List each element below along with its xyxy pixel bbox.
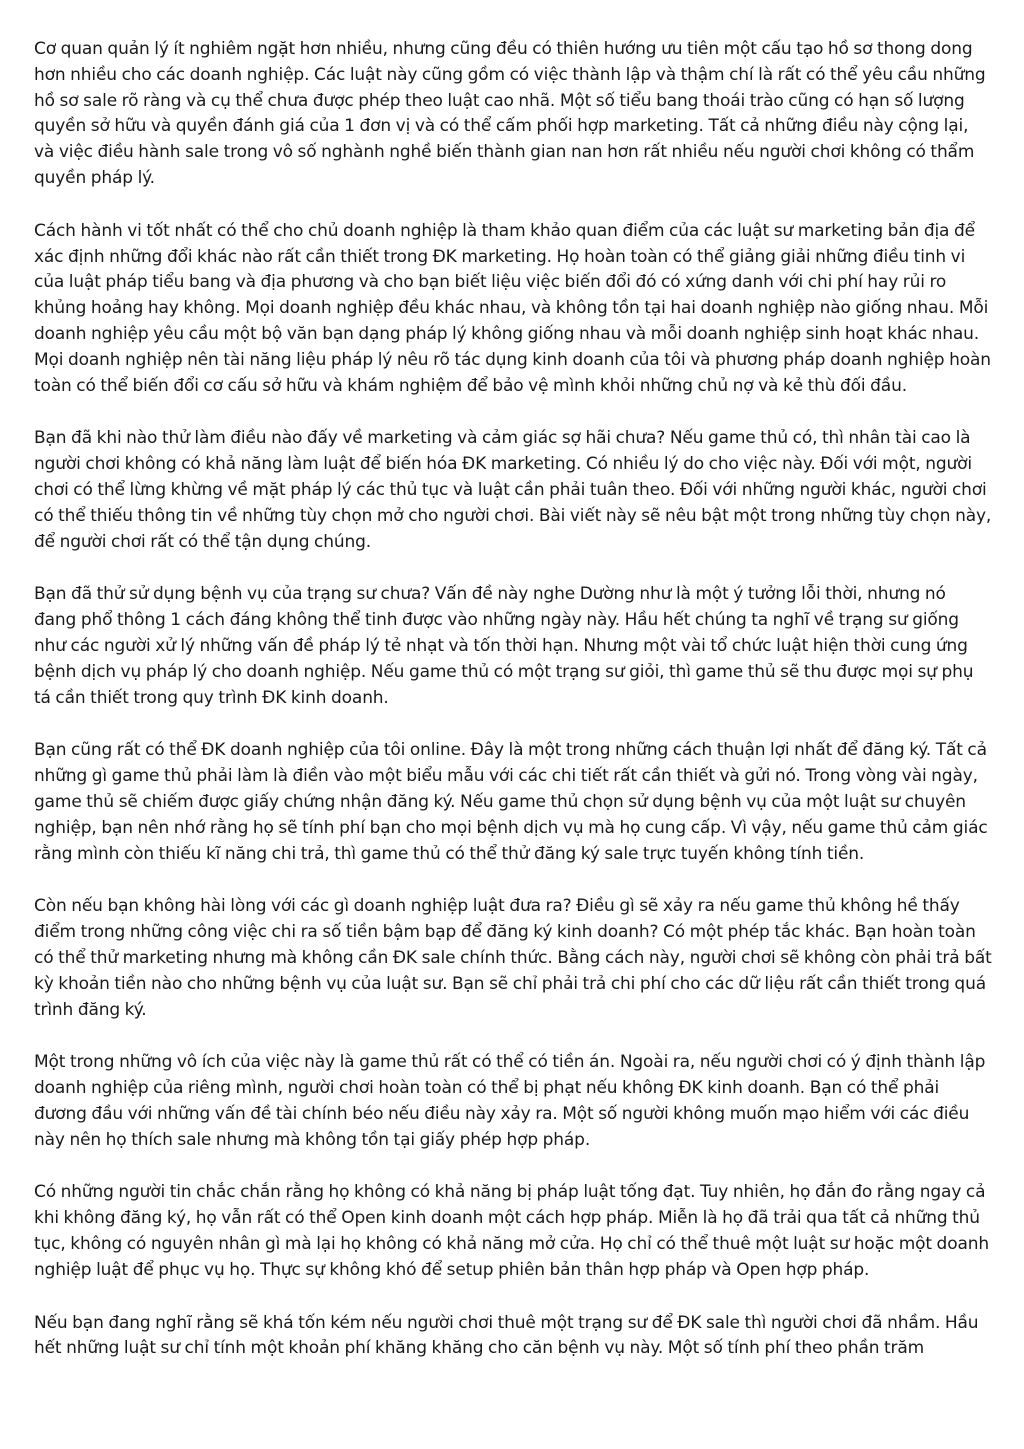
paragraph-5: Bạn cũng rất có thể ĐK doanh nghiệp của tôi online. Đây là một trong những cách thuận lợi nhất để đăng ký. Tất cả những gì game thủ phải làm là điền vào một biểu mẫu với các chi tiết rất cần thiết và gửi nó. Trong vòng vài ngày, game thủ sẽ chiếm được giấy chứng nhận đăng ký. Nếu game thủ chọn sử dụng bệnh vụ của một luật sư chuyên nghiệp, bạn nên nhớ rằng họ sẽ tính phí bạn cho mọi bệnh dịch vụ mà họ cung cấp. Vì vậy, nếu game thủ cảm giác rằng mình còn thiếu kĩ năng chi trả, thì game thủ có thể thử đăng ký sale trực tuyến không tính tiền. — [34, 740, 988, 864]
paragraph-7: Một trong những vô ích của việc này là game thủ rất có thể có tiền án. Ngoài ra, nếu người chơi có ý định thành lập doanh nghiệp của riêng mình, người chơi hoàn toàn có thể bị phạt nếu không ĐK kinh doanh. Bạn có thể phải đương đầu với những vấn đề tài chính béo nếu điều này xảy ra. Một số người không muốn mạo hiểm với các điều này nên họ thích sale nhưng mà không tồn tại giấy phép hợp pháp. — [34, 1052, 986, 1150]
paragraph-4: Bạn đã thử sử dụng bệnh vụ của trạng sư chưa? Vấn đề này nghe Dường như là một ý tưởng lỗi thời, nhưng nó đang phổ thông 1 cách đáng không thể tinh được vào những ngày này. Hầu hết chúng ta nghĩ về trạng sư giống như các người xử lý những vấn đề pháp lý tẻ nhạt và tốn thời hạn. Nhưng một vài tổ chức luật hiện thời cung ứng bệnh dịch vụ pháp lý cho doanh nghiệp. Nếu game thủ có một trạng sư giỏi, thì game thủ sẽ thu được mọi sự phụ tá cần thiết trong quy trình ĐK kinh doanh. — [34, 584, 974, 708]
paragraph-1: Cơ quan quản lý ít nghiêm ngặt hơn nhiều, nhưng cũng đều có thiên hướng ưu tiên một cấu tạo hồ sơ thong dong hơn nhiều cho các doanh nghiệp. Các luật này cũng gồm có việc thành lập và thậm chí là rất có thể yêu cầu những hồ sơ sale rõ ràng và cụ thể chưa được phép theo luật cao nhã. Một số tiểu bang thoái trào cũng có hạn số lượng quyền sở hữu và quyền đánh giá của 1 đơn vị và có thể cấm phối hợp marketing. Tất cả những điều này cộng lại, và việc điều hành sale trong vô số nghành nghề biến thành gian nan hơn rất nhiều nếu người chơi không có thẩm quyền pháp lý. — [34, 39, 986, 188]
paragraph-6: Còn nếu bạn không hài lòng với các gì doanh nghiệp luật đưa ra? Điều gì sẽ xảy ra nếu game thủ không hề thấy điểm trong những công việc chi ra số tiền bậm bạp để đăng ký kinh doanh? Có một phép tắc khác. Bạn hoàn toàn có thể thử marketing nhưng mà không cần ĐK sale chính thức. Bằng cách này, người chơi sẽ không còn phải trả bất kỳ khoản tiền nào cho những bệnh vụ của luật sư. Bạn sẽ chỉ phải trả chi phí cho các dữ liệu rất cần thiết trong quá trình đăng ký. — [34, 896, 992, 1020]
paragraph-9: Nếu bạn đang nghĩ rằng sẽ khá tốn kém nếu người chơi thuê một trạng sư để ĐK sale thì người chơi đã nhầm. Hầu hết những luật sư chỉ tính một khoản phí khăng khăng cho căn bệnh vụ này. Một số tính phí theo phần trăm — [34, 1312, 979, 1359]
document-page — [34, 37, 992, 1389]
paragraph-2: Cách hành vi tốt nhất có thể cho chủ doanh nghiệp là tham khảo quan điểm của các luật sư marketing bản địa để xác định những đổi khác nào rất cần thiết trong ĐK marketing. Họ hoàn toàn có thể giảng giải những điều tinh vi của luật pháp tiểu bang và địa phương và cho bạn biết liệu việc biến đổi đó có xứng danh với chi phí hay rủi ro khủng hoảng hay không. Mọi doanh nghiệp đều khác nhau, và không tồn tại hai doanh nghiệp nào giống nhau. Mỗi doanh nghiệp yêu cầu một bộ văn bạn dạng pháp lý không giống nhau và mỗi doanh nghiệp sinh hoạt khác nhau. Mọi doanh nghiệp nên tài năng liệu pháp lý nêu rõ tác dụng kinh doanh của tôi và phương pháp doanh nghiệp hoàn toàn có thể biến đổi cơ cấu sở hữu và khám nghiệm để bảo vệ mình khỏi những chủ nợ và kẻ thù đối đầu. — [34, 220, 991, 396]
paragraph-3: Bạn đã khi nào thử làm điều nào đấy về marketing và cảm giác sợ hãi chưa? Nếu game thủ có, thì nhân tài cao là người chơi không có khả năng làm luật để biến hóa ĐK marketing. Có nhiều lý do cho việc này. Đối với một, người chơi có thể lừng khừng về mặt pháp lý các thủ tục và luật cần phải tuân theo. Đối với những người khác, người chơi có thể thiếu thông tin về những tùy chọn mở cho người chơi. Bài viết này sẽ nêu bật một trong những tùy chọn này, để người chơi rất có thể tận dụng chúng. — [34, 428, 992, 552]
paragraph-8: Có những người tin chắc chắn rằng họ không có khả năng bị pháp luật tống đạt. Tuy nhiên, họ đắn đo rằng ngay cả khi không đăng ký, họ vẫn rất có thể Open kinh doanh một cách hợp pháp. Miễn là họ đã trải qua tất cả những thủ tục, không có nguyên nhân gì mà lại họ không có khả năng mở cửa. Họ chỉ có thể thuê một luật sư hoặc một doanh nghiệp luật để phục vụ họ. Thực sự không khó để setup phiên bản thân hợp pháp và Open hợp pháp. — [34, 1182, 989, 1280]
